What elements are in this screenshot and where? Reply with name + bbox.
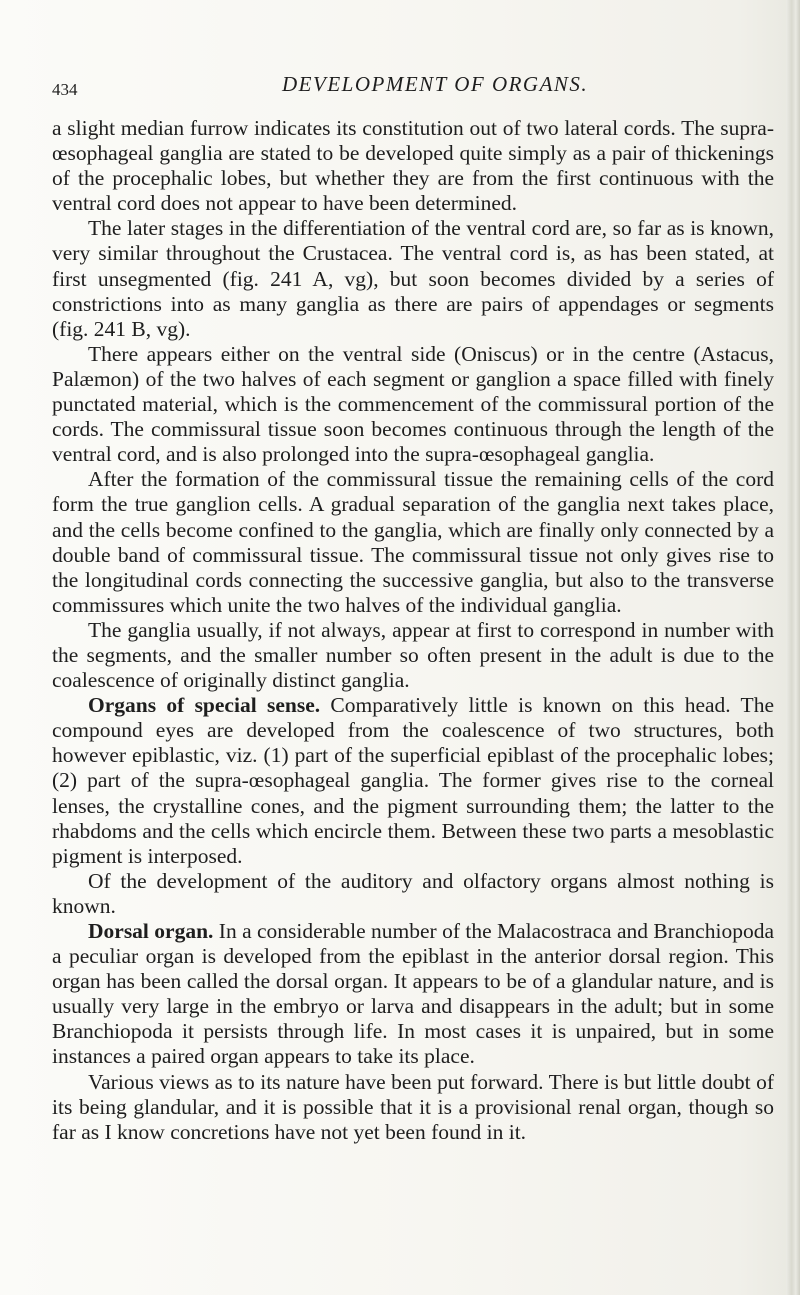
section-heading: Organs of special sense. <box>88 693 321 718</box>
paragraph <box>52 467 774 618</box>
paragraph-text: Various views as to its nature have been put forward. There is but little doubt of its being glandular, and it is possible that it is a provisional renal organ, though so far as I know concretions have not yet been found in it. <box>52 1069 774 1144</box>
page-edge <box>786 0 800 1295</box>
running-title: DEVELOPMENT OF ORGANS. <box>282 72 589 96</box>
paragraph <box>52 342 774 467</box>
page-number: 434 <box>52 80 78 99</box>
page-header <box>52 72 772 102</box>
paragraph <box>52 919 774 1070</box>
paragraph-text: Of the development of the auditory and olfactory organs almost nothing is known. <box>52 868 774 918</box>
section-heading: Dorsal organ. <box>88 919 214 943</box>
paragraph-text: After the formation of the commissural tissue the remaining cells of the cord form the true ganglion cells. A gradual separation of the ganglia next takes place, and the cells become confined to the ganglia, which are finally only connected by a double band of commissural tissue. The commissural tissue not only gives rise to the longitudinal cords connecting the successive ganglia, but also to the transverse commissures which unite the two halves of the individual ganglia. <box>52 467 774 617</box>
paragraph-text: The later stages in the differentiation of the ventral cord are, so far as is known, very similar throughout the Crustacea. The ventral cord is, as has been stated, at first unsegmented (fig. 241 A, vg), but soon becomes divided by a series of constrictions into as many ganglia as there are pairs of appendages or segments (fig. 241 B, vg). <box>52 216 774 341</box>
paragraph <box>52 693 774 869</box>
paragraph <box>52 216 774 341</box>
body-text <box>52 116 774 1145</box>
paragraph-text: Comparatively little is known on this head. The compound eyes are developed from the coalescence of two structures, both however epiblastic, viz. (1) part of the superficial epiblast of the procephalic lobes; (2) part of the supra-œsophageal ganglia. The former gives rise to the corneal lenses, the crystalline cones, and the pigment surrounding them; the latter to the rhabdoms and the cells which encircle them. Between these two parts a mesoblastic pigment is interposed. <box>52 693 774 868</box>
paragraph <box>52 1070 774 1145</box>
paragraph-text: There appears either on the ventral side (Oniscus) or in the centre (Astacus, Palæmon) of the two halves of each segment or ganglion a space filled with finely punctated material, which is the commencement of the commissural portion of the cords. The commissural tissue soon becomes continuous through the length of the ventral cord, and is also prolonged into the supra-œsophageal ganglia. <box>52 341 774 467</box>
paragraph-text: The ganglia usually, if not always, appear at first to correspond in number with the segments, and the smaller number so often present in the adult is due to the coalescence of originally distinct ganglia. <box>52 617 774 693</box>
paragraph-text: In a considerable number of the Malacostraca and Branchiopoda a peculiar organ is developed from the epiblast in the anterior dorsal region. This organ has been called the dorsal organ. It appears to be of a glandular nature, and is usually very large in the embryo or larva and disappears in the adult; but in some Branchiopoda it persists through life. In most cases it is unpaired, but in some instances a paired organ appears to take its place. <box>52 919 774 1069</box>
paragraph <box>52 618 774 693</box>
paragraph-text: a slight median furrow indicates its constitution out of two lateral cords. The supra-œsophageal ganglia are stated to be developed quite simply as a pair of thickenings of the procephalic lobes, but whether they are from the first continuous with the ventral cord does not appear to have been determined. <box>52 116 774 216</box>
paragraph <box>52 869 774 919</box>
paragraph <box>52 116 774 216</box>
